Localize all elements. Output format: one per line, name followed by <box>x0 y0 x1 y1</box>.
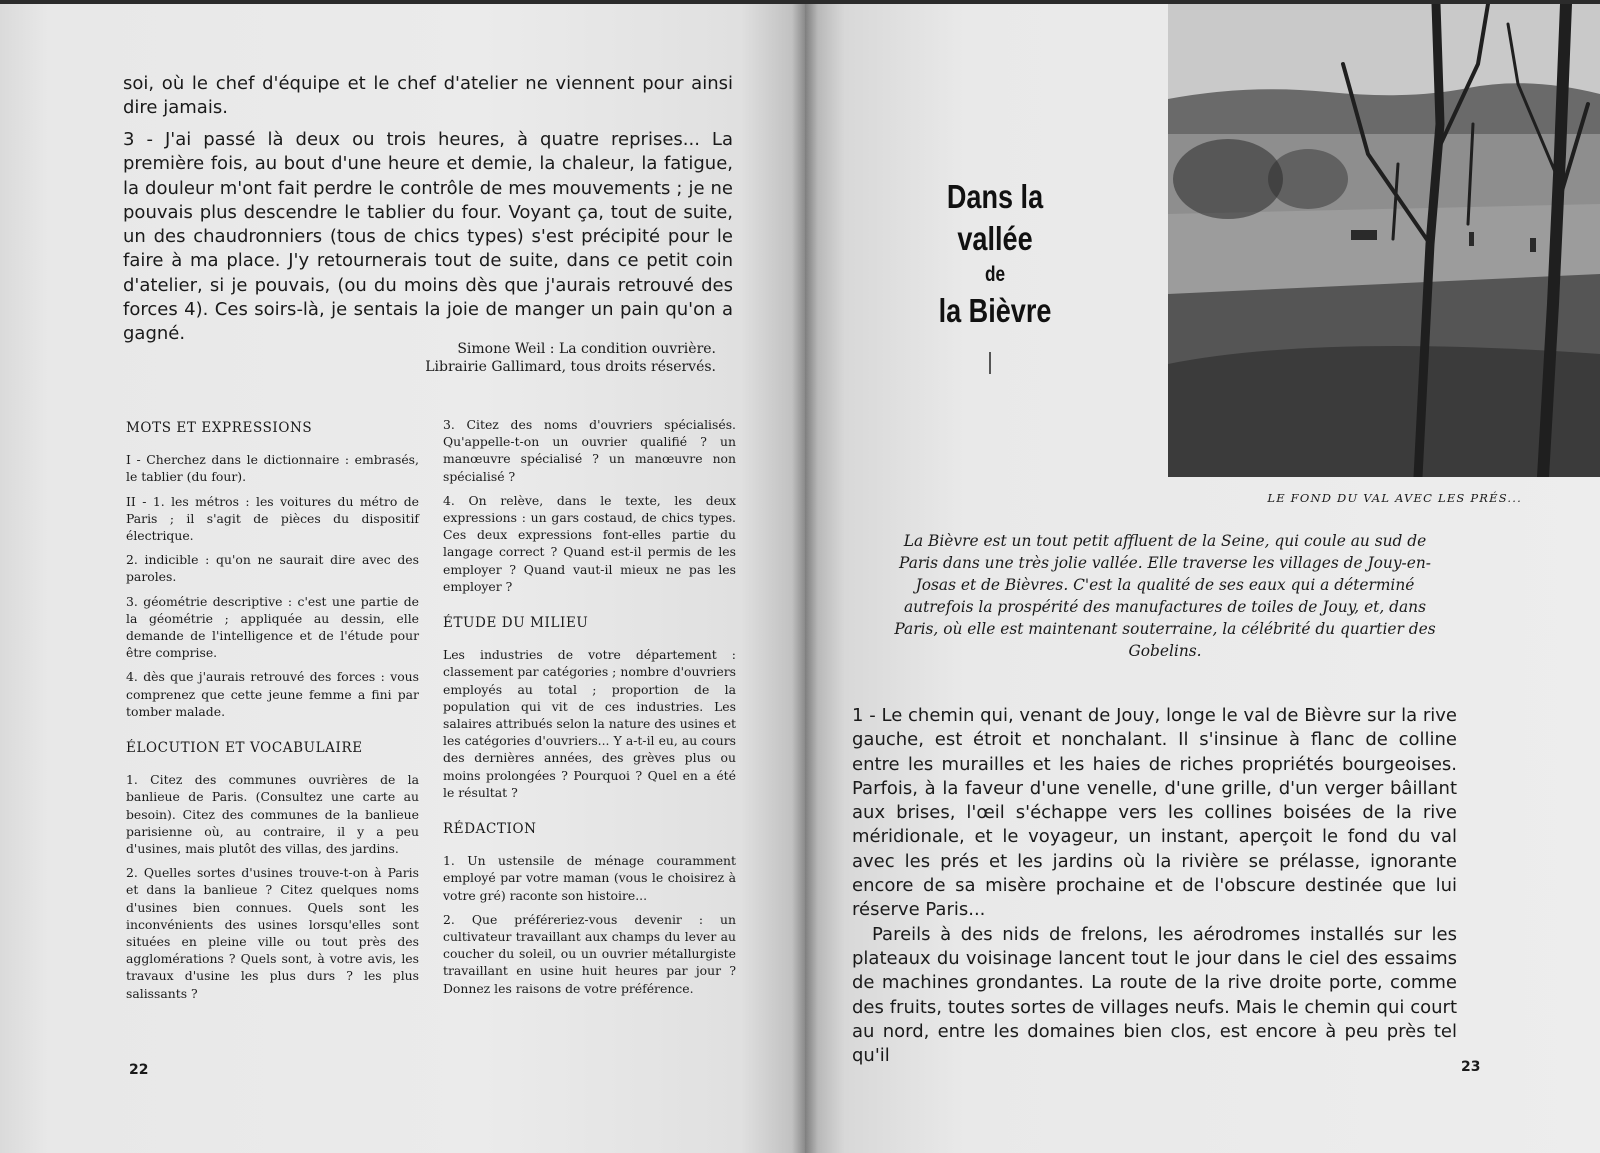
exercises-column-2 <box>443 416 736 1004</box>
heading-etude-milieu: ÉTUDE DU MILIEU <box>443 615 589 632</box>
title-line-1: Dans la vallée <box>946 178 1044 257</box>
exercise-item: I - Cherchez dans le dictionnaire : embrasés, le tablier (du four). <box>126 452 419 485</box>
title-line-2: de <box>984 263 1006 286</box>
exercises-column-1 <box>126 420 419 1009</box>
page-number-left: 22 <box>129 1062 149 1078</box>
landscape-photo-illustration <box>1168 4 1600 477</box>
exercise-item: 4. dès que j'aurais retrouvé des forces : vous comprenez que cette jeune femme a fini par tomber malade. <box>126 669 419 719</box>
landscape-photo <box>1168 4 1600 477</box>
source-credit <box>300 340 716 376</box>
photo-caption: LE FOND DU VAL AVEC LES PRÉS... <box>1267 491 1522 505</box>
milieu-text: Les industries de votre département : classement par catégories ; nombre d'ouvriers employés au total ; proportion de la population qui vit de ces industries. Les salaires attribués selon la nature des usines et les catégories d'ouvriers... Y a-t-il eu, au cours des dernières années, des grèves plus ou moins prolongées ? Pourquoi ? Quel en a été le résultat ? <box>443 647 737 800</box>
left-page <box>0 4 805 1153</box>
exercise-item: 2. Que préféreriez-vous devenir : un cultivateur travaillant aux champs du lever au coucher du soleil, ou un ouvrier métallurgiste travaillant en usine huit heures par jour ? Donnez les raisons de votre préférence. <box>443 911 736 996</box>
exercise-item: 4. On relève, dans le texte, les deux expressions : un gars costaud, de chics types. Ces deux expressions font-elles partie du langage correct ? Quand est-il permis de les employer ? Quand vaut-il mieux ne pas les employer ? <box>443 492 736 594</box>
heading-redaction: RÉDACTION <box>443 821 537 838</box>
exercise-item: 2. indicible : qu'on ne saurait dire avec des paroles. <box>126 552 419 585</box>
heading-elocution-vocabulaire: ÉLOCUTION ET VOCABULAIRE <box>126 740 363 757</box>
credit-author-work: Simone Weil : La condition ouvrière. <box>457 341 716 357</box>
exercise-item: II - 1. les métros : les voitures du métro de Paris ; il s'agit de pièces du dispositif électrique. <box>126 493 419 544</box>
paragraph-1: 1 - Le chemin qui, venant de Jouy, longe le val de Bièvre sur la rive gauche, est étroit et nonchalant. Il s'insinue à flanc de colline entre les murailles et les haies de riches propriétés bourgeoises. Parfois, à la faveur d'une venelle, d'une grille, d'un verger bâillant aux brises, l'œil s'échappe vers les collines boisées de la rive méridionale, et le voyageur, un instant, aperçoit le fond du val avec les prés et les jardins où la rivière se prélasse, ignorante encore de sa misère prochaine et de l'obscure destinée que lui réserve Paris... <box>852 705 1457 921</box>
divider-mark <box>989 352 991 374</box>
main-text <box>852 704 1457 1068</box>
exercise-item: 2. Quelles sortes d'usines trouve-t-on à Paris et dans la banlieue ? Citez quelques noms d'usines bien connues. Quels sont les inconvénients des usines lorsqu'elles sont situées en pleine ville ou tout près des agglomérations ? Quels sont, à votre avis, les travaux d'usine les plus durs ? les plus salissants ? <box>126 865 419 1001</box>
intro-paragraph: La Bièvre est un tout petit affluent de la Seine, qui coule au sud de Paris dans une très jolie vallée. Elle traverse les villages de Jouy-en-Josas et de Bièvres. C'est la qualité de ses eaux qui a déterminé autrefois la prospérité des manufactures de toiles de Jouy, et, dans Paris, où elle est maintenant souterraine, la célébrité du quartier des Gobelins. <box>894 532 1436 660</box>
chapter-title <box>890 176 1100 332</box>
exercise-item: 3. Citez des noms d'ouvriers spécialisés. Qu'appelle-t-on un ouvrier qualifié ? un manœuvre spécialisé ? un manœuvre non spécialisé ? <box>443 417 736 484</box>
continued-paragraph <box>123 72 733 121</box>
book-gutter <box>792 4 818 1153</box>
continued-text: soi, où le chef d'équipe et le chef d'atelier ne viennent pour ainsi dire jamais. <box>123 73 733 119</box>
exercise-item: 1. Un ustensile de ménage couramment employé par votre maman (vous le choisirez à votre gré) raconte son histoire... <box>443 853 736 903</box>
title-line-3: la Bièvre <box>938 292 1052 329</box>
paragraph-3 <box>123 128 733 347</box>
paragraph-3-text: 3 - J'ai passé là deux ou trois heures, à quatre reprises... La première fois, au bout d'une heure et demie, la chaleur, la fatigue, la douleur m'ont fait perdre le contrôle de mes mouvements ; je ne pouvais plus descendre le tablier du four. Voyant ça, tout de suite, un des chaudronniers (tous de chics types) s'est précipité pour le faire à ma place. J'y retournerais tout de suite, dans ce petit coin d'atelier, si je pouvais, (ou du moins dès que j'aurais retrouvé des forces 4). Ces soirs-là, je sentais la joie de manger un pain qu'on a gagné. <box>123 129 733 345</box>
page-number-right: 23 <box>1461 1059 1481 1075</box>
exercise-item: 3. géométrie descriptive : c'est une partie de la géométrie ; appliquée au dessin, elle demande de l'intelligence et de l'étude pour être comprise. <box>126 593 419 661</box>
exercise-item: 1. Citez des communes ouvrières de la banlieue de Paris. (Consultez une carte au besoin). Citez des communes de la banlieue parisienne où, au contraire, il y a peu d'usines, mais plutôt des villas, des jardins. <box>126 772 419 857</box>
open-book <box>0 4 1600 1153</box>
heading-mots-expressions: MOTS ET EXPRESSIONS <box>126 420 313 436</box>
credit-publisher: Librairie Gallimard, tous droits réservés. <box>425 359 716 375</box>
paragraph-2: Pareils à des nids de frelons, les aérodromes installés sur les plateaux du voisinage lancent tout le jour dans le ciel des essaims de machines grondantes. La route de la rive droite porte, comme des fruits, toutes sortes de villages neufs. Mais le chemin qui court au nord, entre les domaines bien clos, est encore à peu près tel qu'il <box>852 923 1457 1067</box>
